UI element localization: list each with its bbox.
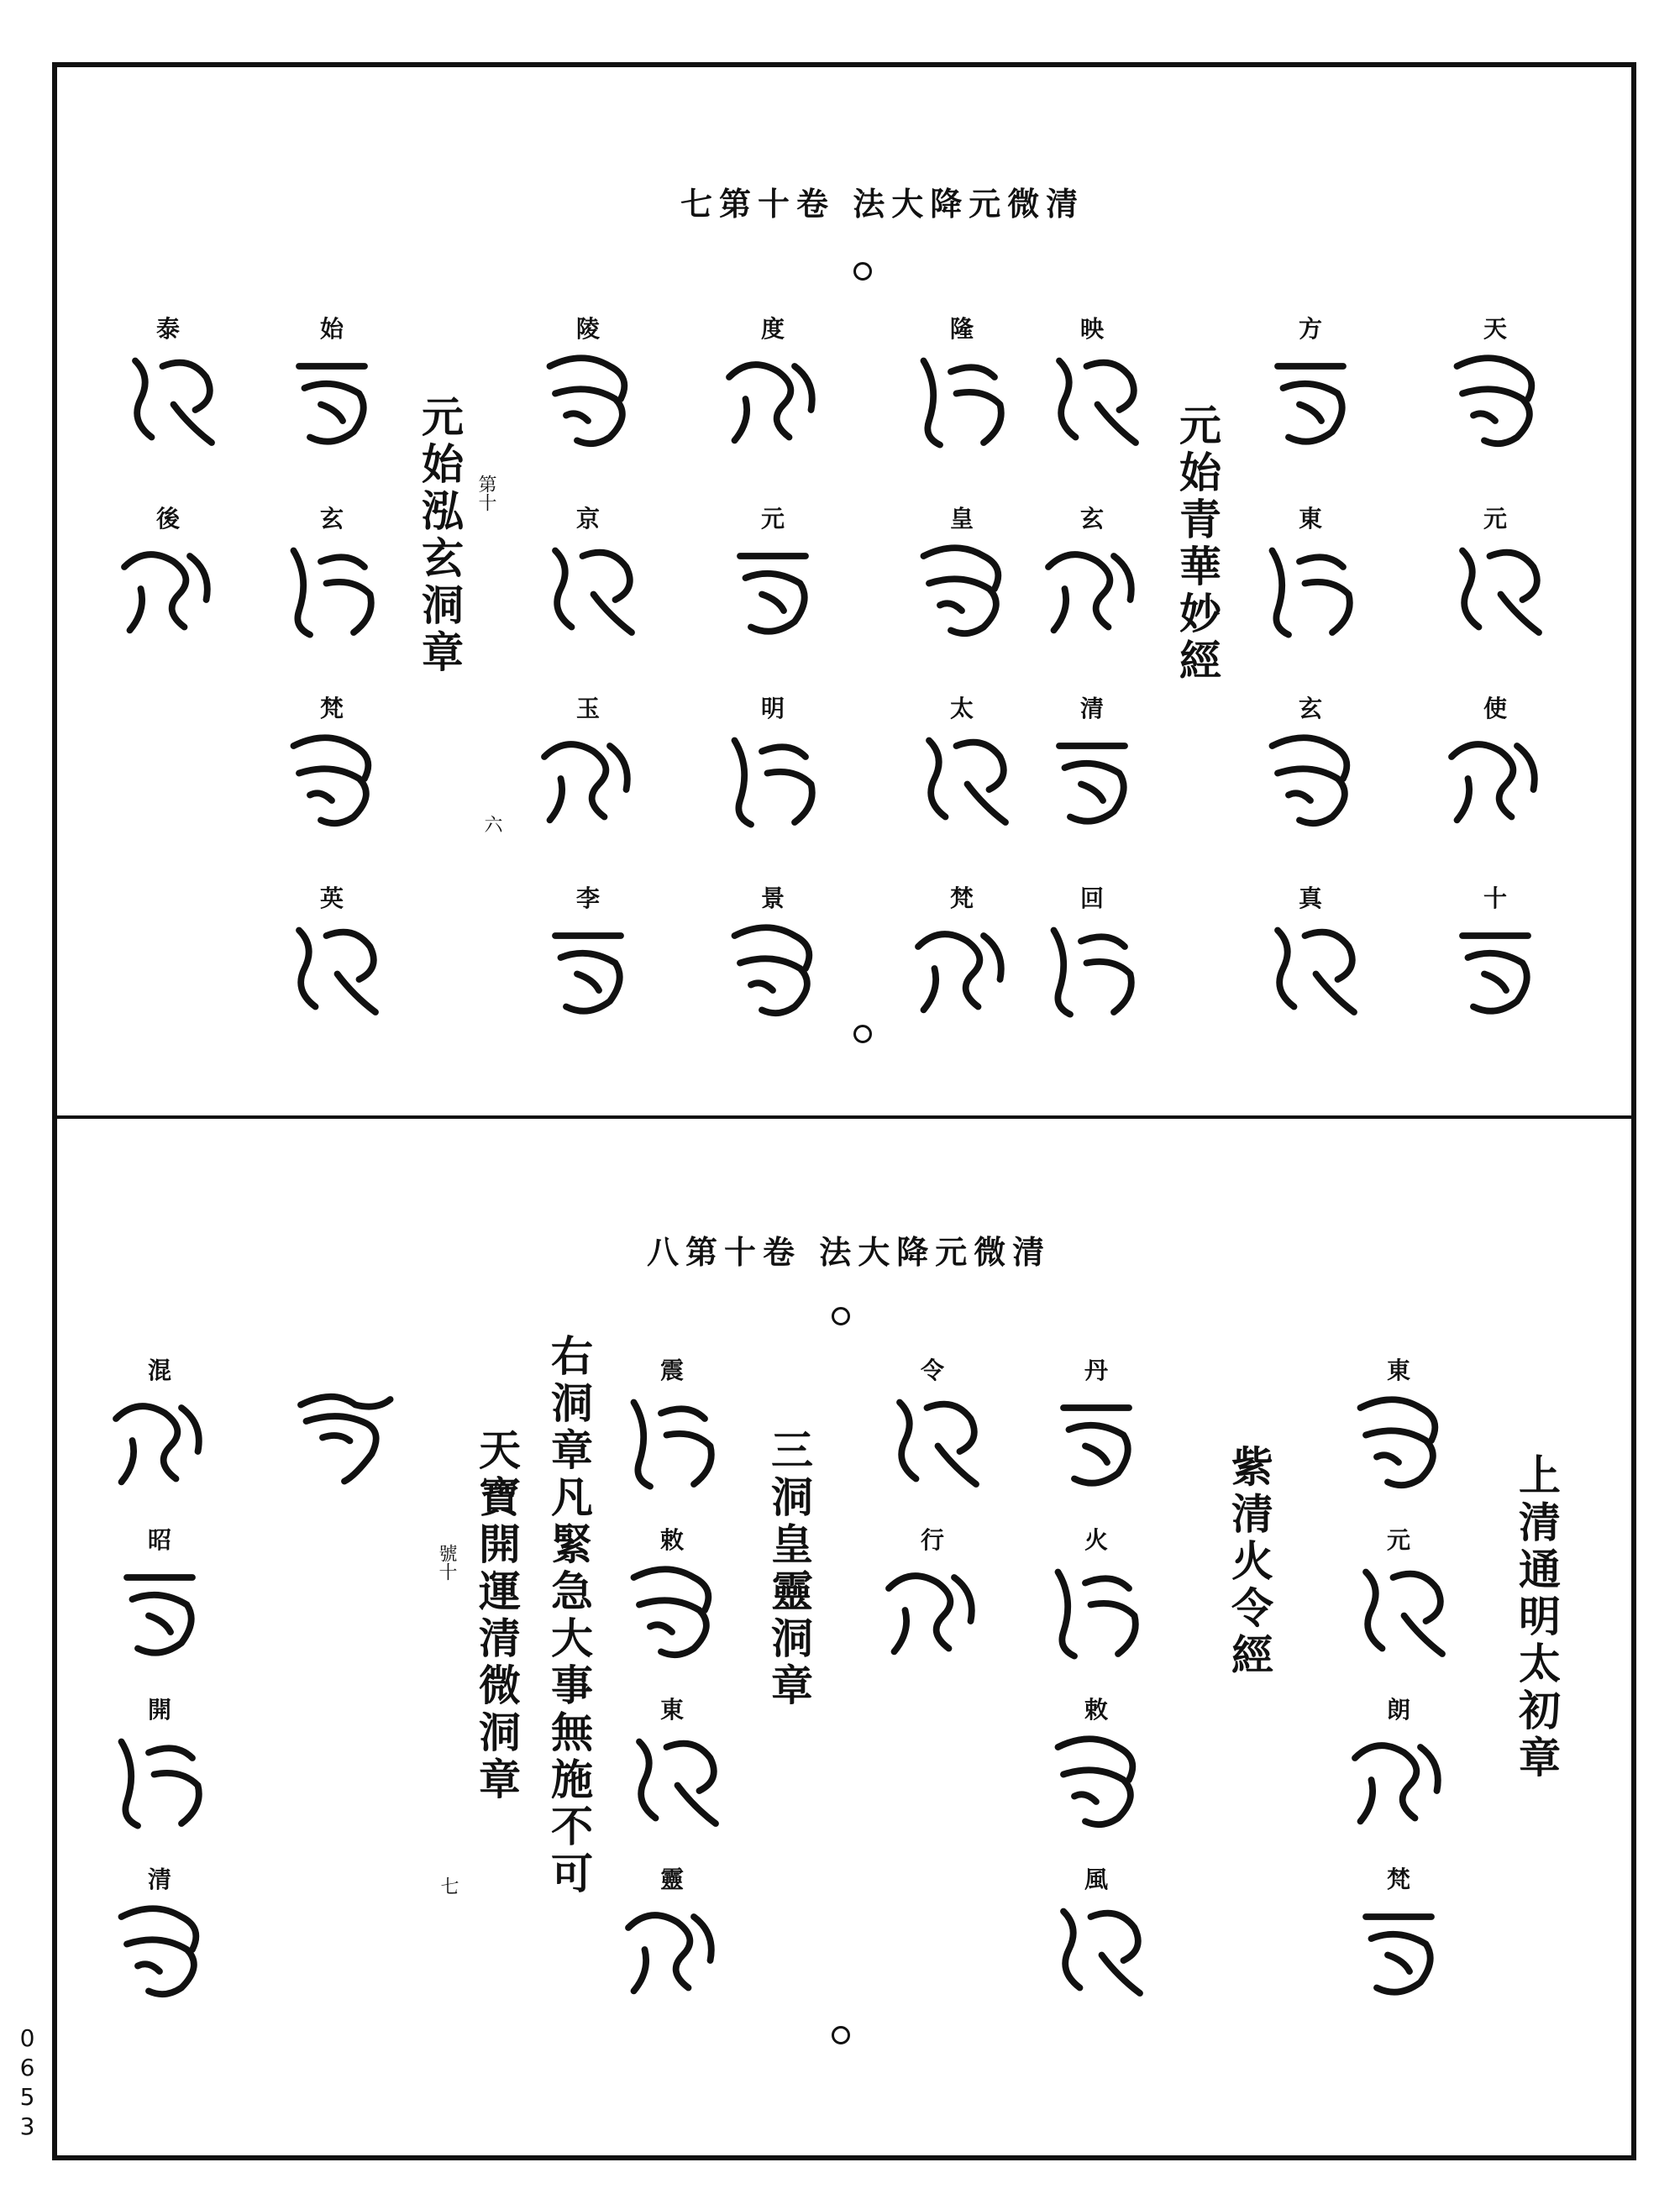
top-glyph-label: 元 bbox=[760, 505, 785, 533]
bottom-note-1: 號十 bbox=[436, 1544, 457, 1581]
seal-glyph bbox=[1344, 1725, 1453, 1834]
seal-glyph bbox=[907, 534, 1016, 643]
seal-glyph bbox=[1042, 1725, 1151, 1834]
seal-glyph bbox=[1344, 1386, 1453, 1495]
top-title-1: 元始青華妙經 bbox=[1173, 403, 1222, 685]
seal-glyph bbox=[617, 1386, 727, 1495]
top-glyph-label: 真 bbox=[1298, 884, 1323, 912]
seal-glyph bbox=[105, 1895, 214, 2004]
binding-hole-circle bbox=[832, 2026, 850, 2044]
seal-glyph bbox=[113, 344, 223, 454]
bottom-glyph-label: 丹 bbox=[1084, 1357, 1109, 1384]
seal-glyph bbox=[617, 1556, 727, 1665]
bottom-glyph-label: 開 bbox=[147, 1696, 172, 1724]
seal-glyph bbox=[1042, 1386, 1151, 1495]
seal-glyph bbox=[533, 534, 643, 643]
bottom-glyph-label: 火 bbox=[1084, 1526, 1109, 1554]
bottom-note-2: 七 bbox=[438, 1876, 459, 1895]
top-glyph-label: 景 bbox=[760, 884, 785, 912]
bottom-glyph-label: 梵 bbox=[1386, 1866, 1411, 1893]
top-note-1: 第十 bbox=[475, 475, 496, 512]
seal-glyph bbox=[1441, 914, 1550, 1023]
top-glyph-label: 泰 bbox=[155, 315, 181, 343]
top-glyph-label: 元 bbox=[1483, 505, 1508, 533]
seal-glyph bbox=[1441, 724, 1550, 833]
top-glyph-label: 李 bbox=[575, 884, 601, 912]
seal-glyph bbox=[1256, 724, 1365, 833]
seal-glyph bbox=[105, 1386, 214, 1495]
top-glyph-label: 東 bbox=[1298, 505, 1323, 533]
bottom-header: 清微元降大法 卷十第八 bbox=[647, 1233, 1052, 1271]
seal-glyph bbox=[1256, 534, 1365, 643]
bottom-glyph-label: 震 bbox=[659, 1357, 685, 1384]
seal-glyph bbox=[290, 1378, 399, 1487]
seal-glyph bbox=[878, 1386, 987, 1495]
top-glyph-label: 隆 bbox=[949, 315, 974, 343]
top-glyph-label: 天 bbox=[1483, 315, 1508, 343]
binding-hole-circle bbox=[832, 1307, 850, 1325]
top-glyph-label: 玄 bbox=[1298, 695, 1323, 722]
top-glyph-label: 始 bbox=[319, 315, 344, 343]
bottom-glyph-label: 朗 bbox=[1386, 1696, 1411, 1724]
bottom-glyph-label: 行 bbox=[920, 1526, 945, 1554]
seal-glyph bbox=[533, 344, 643, 454]
seal-glyph bbox=[718, 344, 827, 454]
top-glyph-label: 後 bbox=[155, 505, 181, 533]
bottom-glyph-label: 元 bbox=[1386, 1526, 1411, 1554]
seal-glyph bbox=[1037, 914, 1147, 1023]
seal-glyph bbox=[718, 724, 827, 833]
top-glyph-label: 十 bbox=[1483, 884, 1508, 912]
page-number: 0653 bbox=[13, 2024, 41, 2142]
seal-glyph bbox=[1037, 534, 1147, 643]
binding-hole-circle bbox=[853, 1025, 872, 1043]
bottom-title-3: 三洞皇靈洞章 bbox=[764, 1428, 814, 1710]
seal-glyph bbox=[277, 344, 386, 454]
seal-glyph bbox=[1344, 1556, 1453, 1665]
top-glyph-label: 映 bbox=[1079, 315, 1105, 343]
top-glyph-label: 玄 bbox=[319, 505, 344, 533]
top-title-2: 元始泓玄洞章 bbox=[415, 395, 465, 677]
top-note-2: 六 bbox=[481, 815, 502, 833]
seal-glyph bbox=[617, 1725, 727, 1834]
seal-glyph bbox=[1042, 1556, 1151, 1665]
bottom-glyph-label: 敕 bbox=[659, 1526, 685, 1554]
top-glyph-label: 方 bbox=[1298, 315, 1323, 343]
bottom-glyph-label: 東 bbox=[1386, 1357, 1411, 1384]
seal-glyph bbox=[907, 724, 1016, 833]
seal-glyph bbox=[277, 914, 386, 1023]
bottom-title-4: 右洞章凡緊急大事無施不可 bbox=[544, 1334, 594, 1898]
seal-glyph bbox=[1441, 344, 1550, 454]
seal-glyph bbox=[1344, 1895, 1453, 2004]
seal-glyph bbox=[617, 1895, 727, 2004]
panel-divider bbox=[52, 1115, 1636, 1119]
top-glyph-label: 清 bbox=[1079, 695, 1105, 722]
seal-glyph bbox=[105, 1556, 214, 1665]
top-glyph-label: 皇 bbox=[949, 505, 974, 533]
seal-glyph bbox=[277, 534, 386, 643]
bottom-glyph-label: 昭 bbox=[147, 1526, 172, 1554]
bottom-glyph-label: 令 bbox=[920, 1357, 945, 1384]
seal-glyph bbox=[277, 724, 386, 833]
bottom-glyph-label: 風 bbox=[1084, 1866, 1109, 1893]
top-glyph-label: 京 bbox=[575, 505, 601, 533]
seal-glyph bbox=[533, 914, 643, 1023]
bottom-title-5: 天寶開運清微洞章 bbox=[472, 1428, 522, 1804]
top-glyph-label: 玉 bbox=[575, 695, 601, 722]
top-glyph-label: 使 bbox=[1483, 695, 1508, 722]
seal-glyph bbox=[718, 914, 827, 1023]
seal-glyph bbox=[1256, 344, 1365, 454]
bottom-title-1: 上清通明太初章 bbox=[1512, 1453, 1562, 1782]
seal-glyph bbox=[878, 1556, 987, 1665]
top-glyph-label: 明 bbox=[760, 695, 785, 722]
seal-glyph bbox=[1042, 1895, 1151, 2004]
top-glyph-label: 梵 bbox=[949, 884, 974, 912]
bottom-glyph-label: 敕 bbox=[1084, 1696, 1109, 1724]
seal-glyph bbox=[1256, 914, 1365, 1023]
bottom-title-2: 紫清火令經 bbox=[1225, 1445, 1274, 1680]
binding-hole-circle bbox=[853, 262, 872, 281]
top-glyph-label: 太 bbox=[949, 695, 974, 722]
bottom-glyph-label: 靈 bbox=[659, 1866, 685, 1893]
top-glyph-label: 回 bbox=[1079, 884, 1105, 912]
seal-glyph bbox=[105, 1725, 214, 1834]
bottom-glyph-label: 清 bbox=[147, 1866, 172, 1893]
seal-glyph bbox=[907, 344, 1016, 454]
seal-glyph bbox=[113, 534, 223, 643]
seal-glyph bbox=[907, 914, 1016, 1023]
seal-glyph bbox=[718, 534, 827, 643]
top-glyph-label: 英 bbox=[319, 884, 344, 912]
top-glyph-label: 度 bbox=[760, 315, 785, 343]
top-glyph-label: 玄 bbox=[1079, 505, 1105, 533]
seal-glyph bbox=[533, 724, 643, 833]
top-glyph-label: 梵 bbox=[319, 695, 344, 722]
top-header: 清微元降大法 卷十第七 bbox=[680, 185, 1085, 223]
bottom-glyph-label: 混 bbox=[147, 1357, 172, 1384]
seal-glyph bbox=[1441, 534, 1550, 643]
top-glyph-label: 陵 bbox=[575, 315, 601, 343]
seal-glyph bbox=[1037, 344, 1147, 454]
bottom-glyph-label: 東 bbox=[659, 1696, 685, 1724]
seal-glyph bbox=[1037, 724, 1147, 833]
